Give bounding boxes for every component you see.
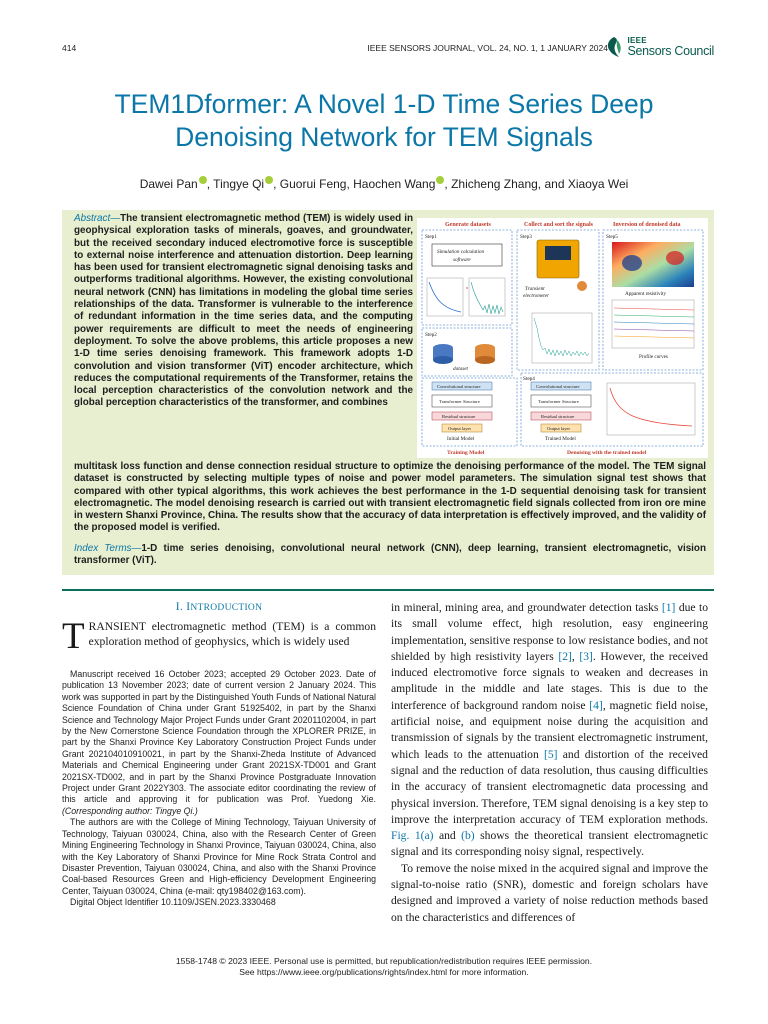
body-paragraph: in mineral, mining area, and groundwater detection tasks [1] due to its small volume effect, high resolution, easy engineering implementation, sensitive response to low resistance bodies, and not shielded by high resistivity layers [2], [3]. However, the received induced electromotive force signals to weaken and decreases in amplitude in the middle and late stages. This is due to the interference of background random noise [4], magnetic field noise, artificial noise, and equipment noise during the acquisition and transmission of signals by the transient electromagnetic instrument, which leads to the attenuation [5] and distortion of the received signal and the reduction of data resolution, thus causing difficulties in the accuracy of transient electromagnetic data processing and physical inversion. Therefore, TEM signal denoising is a key step to improve the interpretation accuracy of TEM exploration methods. Fig. 1(a) and (b) shows the theoretical transient electromagnetic signal and its corresponding noisy signal, respectively. [391, 601, 709, 859]
author-name: , Zhicheng Zhang, and Xiaoya Wei [444, 177, 629, 191]
figure-link[interactable]: Fig. 1(a) [391, 829, 434, 843]
author-list [40, 176, 728, 191]
header-collect-signals: Collect and sort the signals [524, 222, 593, 228]
citation-link[interactable]: [4] [589, 698, 603, 712]
svg-text:Transformer Structure: Transformer Structure [439, 399, 480, 404]
svg-text:Convolutional structure: Convolutional structure [536, 384, 580, 389]
initial-model-label: Initial Model [447, 436, 475, 442]
title-line-1: TEM1Dformer: A Novel 1-D Time Series Deep [114, 89, 654, 119]
orcid-icon[interactable] [199, 176, 207, 184]
abstract-text-part1: Abstract—The transient electromagnetic method (TEM) is widely used in geophysical exploration tasks of minerals, goaves, and groundwater, but the received secondary induced electromotive force is susceptible to external noise interference and attenuation distortion. Deep learning has been used for transient electromagnetic signal denoising tasks and outperforms traditional algorithms. However, the existing convolutional neural network (CNN) has limitations in modeling the global time series relationships of the data. Transformer is vulnerable to the interference of redundant information in the time series data, and the computing power requirements are difficult to meet the needs of engineering deployment. To solve the above problems, this article proposes a new 1-D time series denoising framework. This framework adopts 1-D convolution and vision transformer (ViT) encoder architecture, which reduces the computational requirements of the Transformer, retains the local perception characteristics of the convolution network and the global perception characteristics of the transformer, and combines [74, 213, 413, 409]
index-terms: Index Terms—1-D time series denoising, convolutional neural network (CNN), deep learning, transient electromagnetic, vision transformer (ViT). [74, 543, 706, 567]
copyright-line-1: 1558-1748 © 2023 IEEE. Personal use is permitted, but republication/redistribution requires IEEE permission. [175, 956, 593, 966]
page-number: 414 [62, 43, 77, 53]
svg-text:Transformer Structure: Transformer Structure [538, 399, 579, 404]
svg-text:Residual structure: Residual structure [442, 414, 476, 419]
profile-curves-label: Profile curves [639, 354, 668, 360]
citation-link[interactable]: [1] [661, 601, 676, 614]
svg-text:Residual structure: Residual structure [541, 414, 575, 419]
paper-title [40, 88, 728, 154]
header-inversion: Inversion of denoised data [613, 222, 681, 228]
denoised-signal-plot [607, 383, 695, 435]
copyright-footer [40, 956, 728, 978]
logo-ieee-text: IEEE [627, 35, 647, 45]
training-model-caption: Training Model [447, 450, 485, 456]
svg-text:Convolutional structure: Convolutional structure [437, 384, 481, 389]
collected-signal-plot [532, 313, 592, 363]
title-line-2: Denoising Network for TEM Signals [175, 122, 593, 152]
section-divider [62, 589, 714, 591]
denoising-caption: Denoising with the trained model [567, 450, 647, 456]
step3-label: Step3 [520, 234, 532, 240]
section-heading-introduction: I. INTRODUCTION [175, 601, 263, 613]
noisy-signal-plot [469, 278, 505, 316]
abstract-text-part2: multitask loss function and dense connection residual structure to optimize the denoising performance of the model. The TEM signal dataset is constructed by selecting multiple types of noise and power model parameters. The simulation signal test shows that compared with other typical algorithms, this work achieves the best performance in the 1-D sequential denoising task for transient electromagnetic. The model denoising research is carried out with transient electromagnetic field signals collected from iron ore mine in western Shanxi Province, China. The results show that the accuracy of data interpretation is effectively improved, and the validity of the proposed model is verified. [74, 461, 706, 534]
footnote-affiliations: The authors are with the College of Mining Technology, Taiyuan University of Technology, Taiyuan 030024, China, also with the Research Center of Green Mining Engineering Technology in Shanxi Province, Taiyuan 030024, China, also with the Key Laboratory of Shanxi Province for Mine Rock Strata Control and Disaster Prevention, Taiyuan 030024, China, and also with the Shanxi Province Coal-based Resources Green and High-efficiency Development Engineering Center, Taiyuan 030024, China (e-mail: qty198402@163.com). [62, 817, 376, 896]
drop-cap: T [62, 616, 85, 657]
logo-council-text: Sensors Council [627, 43, 714, 58]
intro-paragraph: TRANSIENT electromagnetic method (TEM) is a common exploration method of geophysics, which is widely used [62, 616, 376, 657]
header-generate-datasets: Generate datasets [445, 222, 491, 228]
sensors-council-emblem-icon [604, 36, 624, 58]
footnotes [62, 669, 376, 909]
figure-link[interactable]: (b) [461, 829, 475, 843]
footnote-doi: Digital Object Identifier 10.1109/JSEN.2023.3330468 [70, 897, 276, 908]
orcid-icon[interactable] [265, 176, 273, 184]
author-name: , Guorui Feng, Haochen Wang [273, 177, 436, 191]
footnote-manuscript: Manuscript received 16 October 2023; accepted 29 October 2023. Date of publication 13 November 2023; date of current version 2 January 2024. This work was supported in part by the Distinguished Youth Funds of National Natural Science Foundation of China under Grant 51925402, in part by the Shanxi Science and Technology Major Project Funds under Grant 20201102004, in part by the New Cornerstone Science Foundation through the XPLORER PRIZE, in part by the Shanxi Province Key Laboratory Construction Project Funds under Grant 202104010910021, in part by the Shanxi-Zheda Institute of Advanced Materials and Chemical Engineering under Grant 2021SX-TD001 and Grant 2021SX-TD002, and in part by the Shanxi Province Postgraduate Innovation Project under Grant 2022Y303. The associate editor coordinating the review of this article and approving it for publication was Prof. Yuedong Xie. (Corresponding author: Tingye Qi.) [62, 669, 376, 816]
sim-software-line1: Simulation calculation [437, 249, 485, 255]
profile-curves-plot [612, 300, 694, 348]
trained-model-label: Trained Model [545, 436, 576, 442]
ieee-sensors-council-logo [604, 36, 714, 58]
svg-text:Output layer: Output layer [448, 426, 472, 431]
index-terms-label: Index Terms— [74, 543, 142, 554]
apparent-resistivity-label: Apparent resistivity [625, 291, 667, 297]
citation-link[interactable]: [3] [579, 649, 593, 663]
transient-label-1: Transient [525, 286, 545, 292]
sim-software-line2: software [453, 257, 471, 263]
step2-label: Step2 [425, 332, 437, 338]
step1-label: Step1 [425, 234, 437, 240]
body-paragraph: To remove the noise mixed in the acquired signal and improve the signal-to-noise ratio (SNR), domestic and foreign scholars have designed and improved a variety of noise reduction methods based on the characteristics and differences of [391, 861, 708, 924]
graphical-abstract-figure [417, 218, 708, 458]
svg-text:Output layer: Output layer [547, 426, 571, 431]
abstract-box [62, 210, 714, 575]
clean-signal-plot [427, 278, 463, 316]
abstract-label: Abstract— [74, 213, 121, 224]
journal-citation: IEEE SENSORS JOURNAL, VOL. 24, NO. 1, 1 JANUARY 2024 [367, 43, 608, 53]
running-header [62, 35, 714, 64]
citation-link[interactable]: [5] [544, 747, 558, 761]
author-name: Dawei Pan [139, 177, 198, 191]
step5-label: Step5 [606, 234, 618, 240]
pipeline-diagram [417, 218, 708, 458]
author-name: , Tingye Qi [206, 177, 265, 191]
coil-icon [577, 281, 587, 291]
copyright-line-2: See https://www.ieee.org/publications/rights/index.html for more information. [239, 967, 529, 977]
right-column-text [391, 600, 708, 926]
citation-link[interactable]: [2] [558, 649, 572, 663]
transient-label-2: electrometer [523, 293, 550, 299]
step4-label: Step4 [523, 376, 535, 382]
dataset-label: dataset [453, 366, 468, 372]
